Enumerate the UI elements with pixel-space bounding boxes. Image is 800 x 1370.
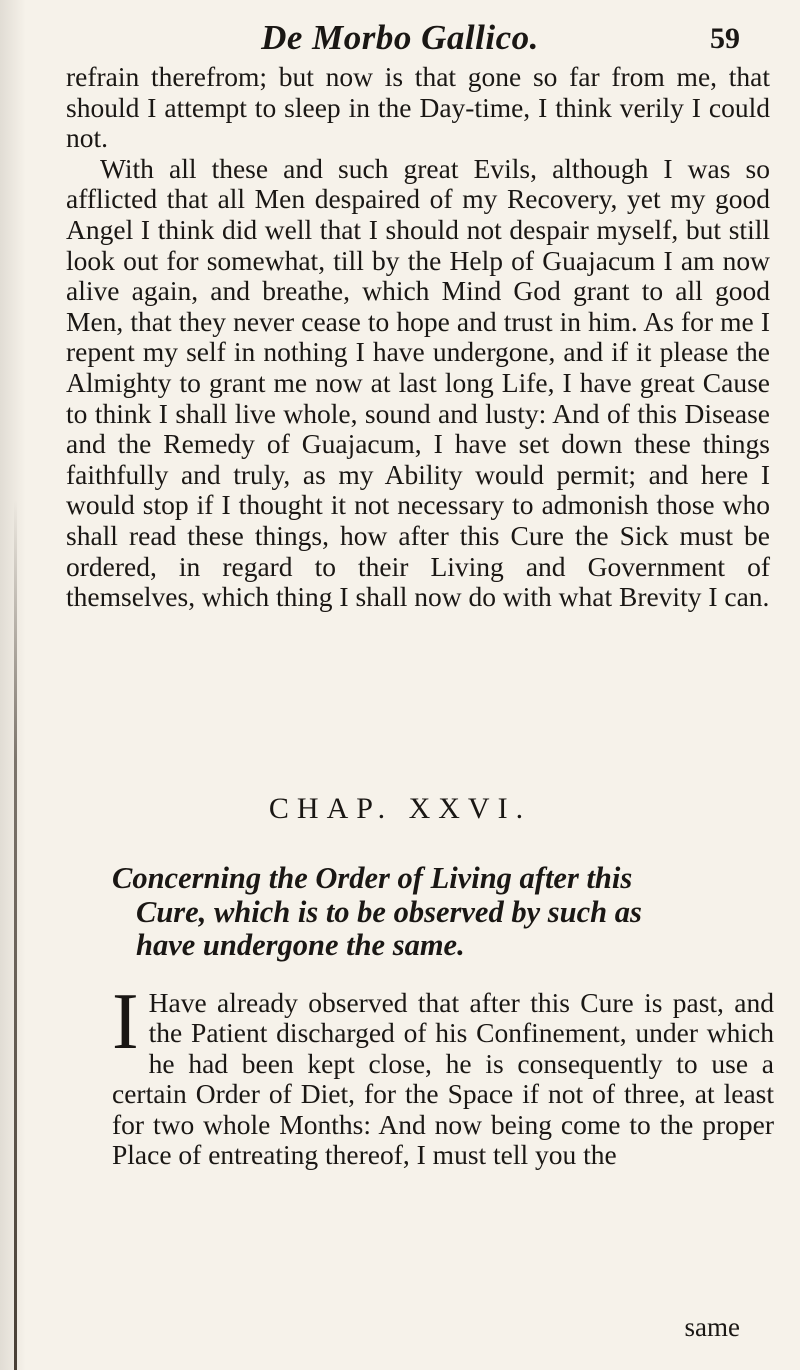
chapter-title-line: have undergone the same. (136, 928, 465, 962)
chapter-title (112, 862, 752, 963)
gutter-shadow (0, 0, 26, 1370)
binding-edge (14, 500, 17, 1370)
paragraph: With all these and such great Evils, although I was so afflicted that all Men despaired of my Recovery, yet my good Angel I think did well that I should not despair myself, but still look out for somewhat, till by the Help of Guajacum I am now alive again, and breathe, which Mind God grant to all good Men, that they never cease to hope and trust in him. As for me I repent my self in nothing I have undergone, and if it please the Almighty to grant me now at last long Life, I have great Cause to think I shall live whole, sound and lusty: And of this Disease and the Remedy of Guajacum, I have set down these things faithfully and truly, as my Ability would permit; and here I would stop if I thought it not necessary to admonish those who shall read these things, how after this Cure the Sick must be ordered, in regard to their Living and Government of themselves, which thing I shall now do with what Brevity I can. (66, 152, 770, 613)
page-number: 59 (710, 22, 740, 55)
drop-cap: I (112, 978, 139, 1066)
chapter-title-line: Cure, which is to be observed by such as (136, 894, 642, 929)
chapter-heading: CHAP. XXVI. (268, 792, 532, 825)
paragraph-text: Have already observed that after this Cure is past, and the Patient discharged of his Confinement, under which he had been kept close, he is consequently to use a certain Order of Diet, for the Space if not of three, at least for two whole Months: And now being come to the proper Place of entreating thereof, I must tell you the (112, 987, 774, 1171)
page-header (0, 14, 800, 60)
chapter-title-line: Concerning the Order of Living after this (112, 861, 633, 895)
running-title: De Morbo Gallico. (261, 18, 539, 57)
body-text (66, 62, 770, 613)
paragraph-continuation: refrain therefrom; but now is that gone so far from me, that should I attempt to sleep in the Day-time, I think verily I could not. (66, 61, 770, 154)
chapter-opening-paragraph (112, 978, 774, 1171)
catchword: same (684, 1312, 740, 1342)
